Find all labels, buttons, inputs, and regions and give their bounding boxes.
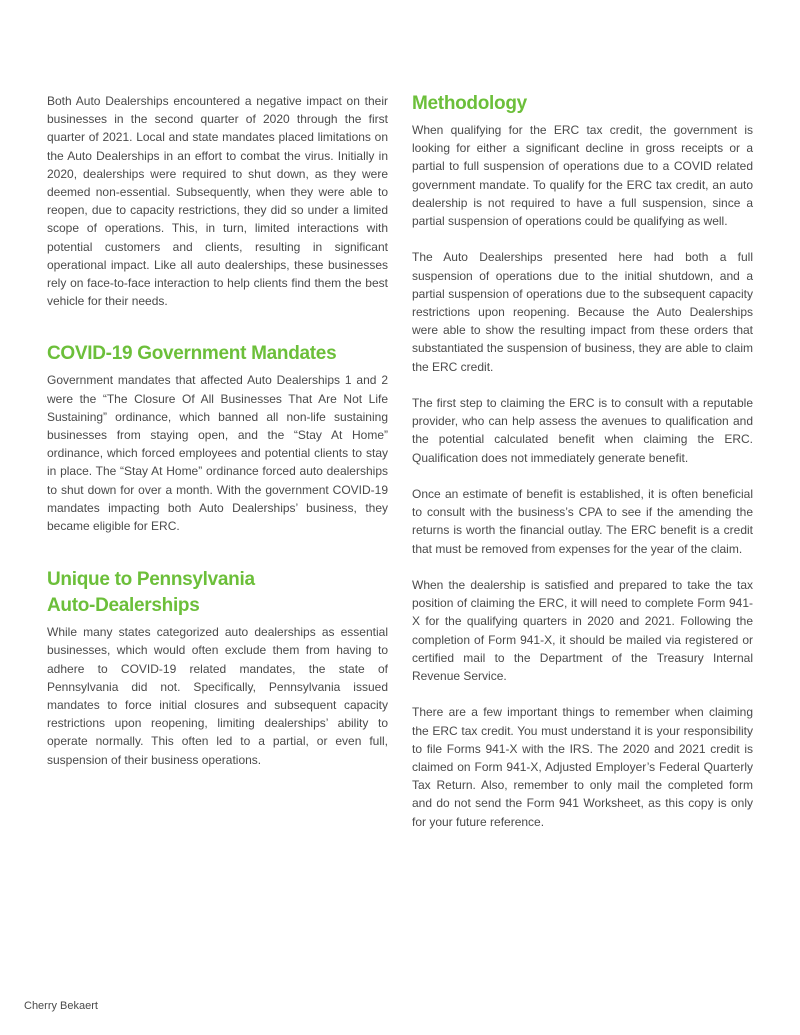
unique-heading-line2: Auto-Dealerships [47,595,200,617]
methodology-paragraph-1: When qualifying for the ERC tax credit, the government is looking for either a significant decline in gross receipts or a partial to full suspension of operations due to a COVID related government mandate. To qualify for the ERC tax credit, an auto dealership is not required to have a full suspension, since a partial suspension of operations could be qualifying as well. [412,123,753,229]
methodology-paragraph-4: Once an estimate of benefit is established, it is often beneficial to consult with the business’s CPA to see if the amending the returns is worth the financial outlay. The ERC benefit is a credit that must be removed from expenses for the year of the claim. [412,487,753,556]
left-column [47,92,388,769]
intro-paragraph: Both Auto Dealerships encountered a negative impact on their businesses in the second quarter of 2020 through the first quarter of 2021. Local and state mandates placed limitations on the Auto Dealerships in an effort to combat the virus. Initially in 2020, dealerships were required to shut down, as they were deemed non-essential. Subsequently, when they were able to reopen, due to capacity restrictions, they did so under a limited scope of operations. This, in turn, limited interactions with potential customers and clients, resulting in significant operational impact. Like all auto dealerships, these businesses rely on face-to-face interaction to help clients find them the best vehicle for their needs. [47,94,388,309]
methodology-paragraph-5: When the dealership is satisfied and prepared to take the tax position of claiming the ERC, it will need to complete Form 941-X for the qualifying quarters in 2020 and 2021. Following the completion of Form 941-X, it should be mailed via registered or certified mail to the Department of the Treasury Internal Revenue Service. [412,578,753,684]
footer-brand: Cherry Bekaert [24,1000,98,1012]
methodology-paragraph-3: The first step to claiming the ERC is to consult with a reputable provider, who can help assess the avenues to qualification and the potential calculated benefit when claiming the ERC. Qualification does not immediately generate benefit. [412,396,753,465]
covid-mandates-paragraph: Government mandates that affected Auto Dealerships 1 and 2 were the “The Closure Of All Businesses That Are Not Life Sustaining” ordinance, which banned all non-life sustaining businesses from staying open, and the “Stay At Home” ordinance, which forced employees and potential clients to stay in place. The “Stay At Home” ordinance forced auto dealerships to shut down for over a month. With the government COVID-19 mandates impacting both Auto Dealerships’ business, they became eligible for ERC. [47,373,388,534]
right-column [412,91,753,849]
unique-pennsylvania-paragraph: While many states categorized auto dealerships as essential businesses, which would often exclude them from having to adhere to COVID-19 related mandates, the state of Pennsylvania did not. Specifically, Pennsylvania issued mandates to force initial closures and subsequent capacity restrictions upon reopening, limiting dealerships’ ability to operate normally. This often led to a partial, or even full, suspension of their business operations. [47,625,388,767]
methodology-paragraph-2: The Auto Dealerships presented here had both a full suspension of operations due to the initial shutdown, and a partial suspension of operations due to the subsequent capacity restrictions upon reopening. Because the Auto Dealerships were able to show the resulting impact from these orders that substantiated the suspension of business, they are able to claim the ERC credit. [412,250,753,374]
methodology-paragraph-6: There are a few important things to remember when claiming the ERC tax credit. You must understand it is your responsibility to file Forms 941-X with the IRS. The 2020 and 2021 credit is claimed on Form 941-X, Adjusted Employer’s Federal Quarterly Tax Return. Also, remember to only mail the completed form and do not send the Form 941 Worksheet, as this copy is only for your future reference. [412,705,753,829]
unique-pennsylvania-heading [47,567,388,619]
unique-heading-line1: Unique to Pennsylvania [47,569,255,591]
methodology-heading: Methodology [412,93,527,114]
covid-mandates-heading: COVID-19 Government Mandates [47,343,337,365]
